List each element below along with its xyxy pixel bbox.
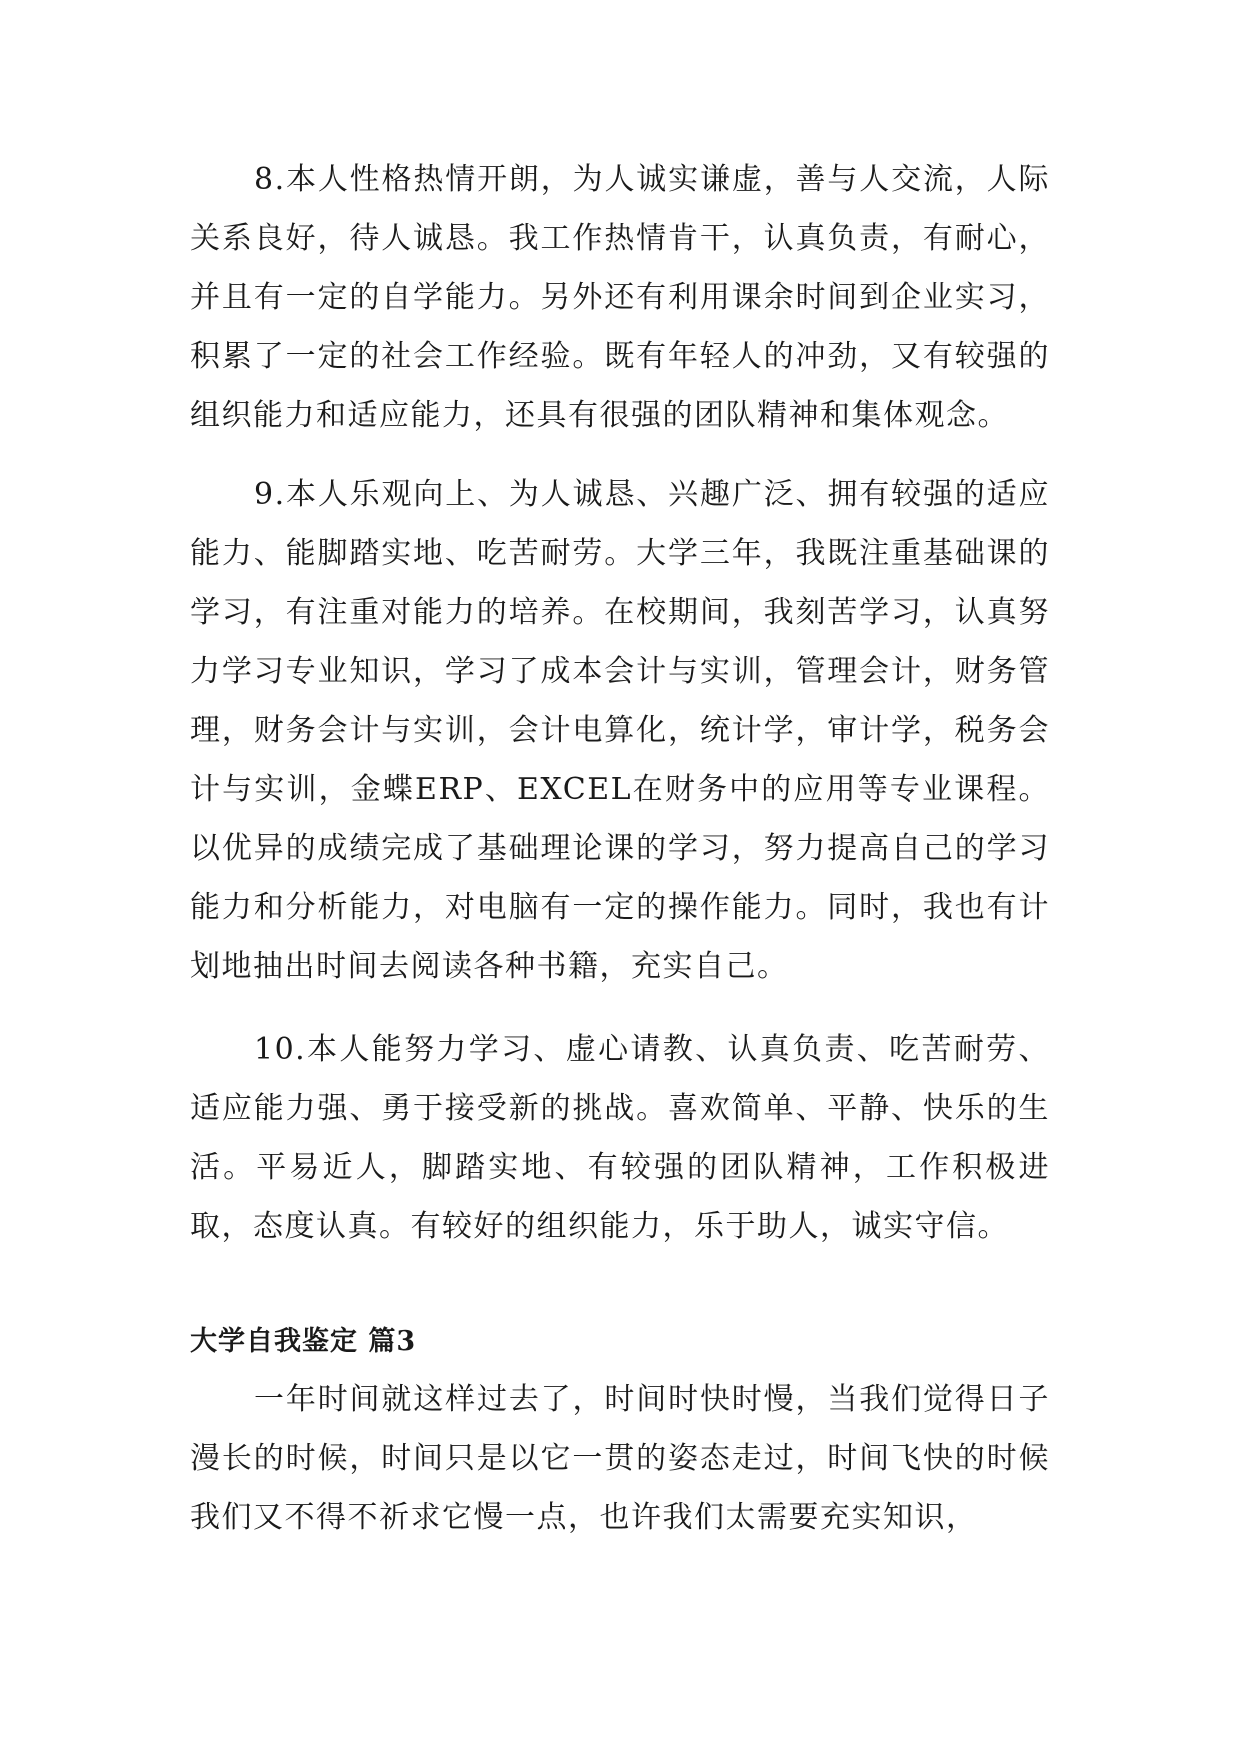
paragraph-10: 10.本人能努力学习、虚心请教、认真负责、吃苦耐劳、适应能力强、勇于接受新的挑战。喜欢简单、平静、快乐的生活。平易近人，脚踏实地、有较强的团队精神，工作积极进取，态度认真。有较好的组织能力，乐于助人，诚实守信。 [190, 1032, 1050, 1244]
paragraph-8: 8.本人性格热情开朗，为人诚实谦虚，善与人交流，人际关系良好，待人诚恳。我工作热情肯干，认真负责，有耐心，并且有一定的自学能力。另外还有利用课余时间到企业实习，积累了一定的社会工作经验。既有年轻人的冲劲，又有较强的组织能力和适应能力，还具有很强的团队精神和集体观念。 [190, 162, 1050, 433]
section-paragraph: 一年时间就这样过去了，时间时快时慢，当我们觉得日子漫长的时候，时间只是以它一贯的姿态走过，时间飞快的时候我们又不得不祈求它慢一点，也许我们太需要充实知识， [190, 1382, 1050, 1535]
section-heading: 大学自我鉴定 篇3 [190, 1326, 417, 1357]
paragraph-9: 9.本人乐观向上、为人诚恳、兴趣广泛、拥有较强的适应能力、能脚踏实地、吃苦耐劳。大学三年，我既注重基础课的学习，有注重对能力的培养。在校期间，我刻苦学习，认真努力学习专业知识，学习了成本会计与实训，管理会计，财务管理，财务会计与实训，会计电算化，统计学，审计学，税务会计与实训，金蝶ERP、EXCEL在财务中的应用等专业课程。以优异的成绩完成了基础理论课的学习，努力提高自己的学习能力和分析能力，对电脑有一定的操作能力。同时，我也有计划地抽出时间去阅读各种书籍，充实自己。 [190, 477, 1050, 984]
